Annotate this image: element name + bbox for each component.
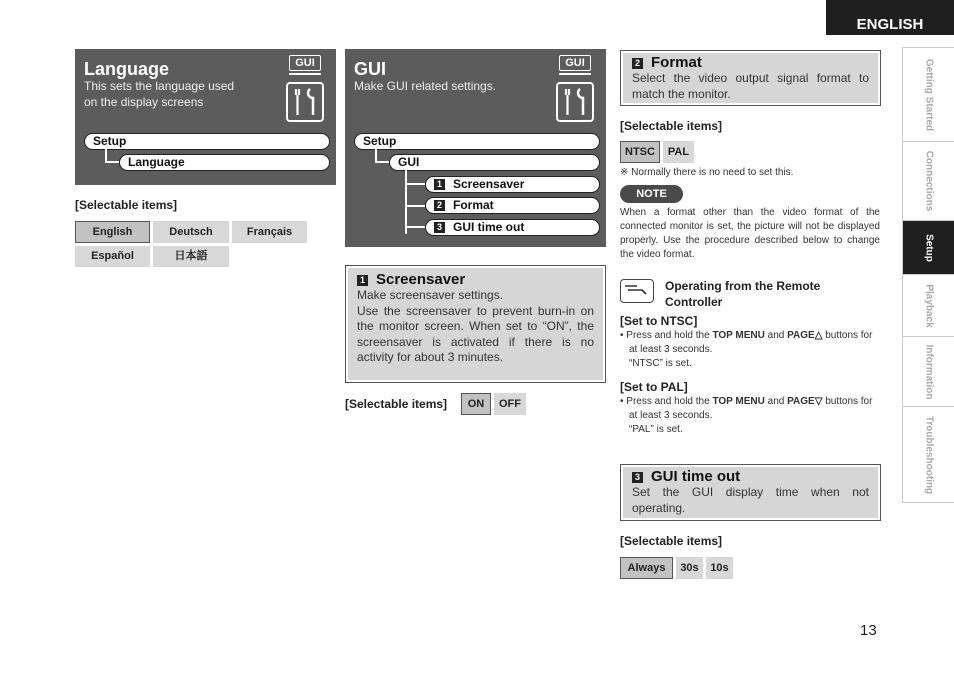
format-box [620, 50, 881, 106]
screensaver-line1: Make screensaver settings. [357, 288, 504, 302]
item-pal[interactable]: PAL [663, 141, 694, 163]
gui-timeout-items-heading: [Selectable items] [620, 534, 723, 548]
item-francais[interactable]: Français [232, 221, 307, 243]
tools-icon [286, 82, 324, 122]
language-panel [75, 49, 336, 185]
format-items-heading: [Selectable items] [620, 119, 723, 133]
remote-heading: Operating from the Remote Controller [665, 279, 821, 309]
format-body: Select the video output signal format to match the monitor. [632, 71, 869, 101]
screensaver-box [345, 265, 606, 383]
ntsc-line3: “NTSC” is set. [629, 358, 692, 369]
tree-line [405, 183, 425, 185]
item-espanol[interactable]: Español [75, 246, 150, 267]
format-title: 2 Format [632, 54, 869, 71]
menu-screensaver[interactable]: 1 Screensaver [425, 176, 600, 193]
sidebar-tab-setup[interactable]: Setup [902, 220, 954, 274]
sidebar-tab-connections[interactable]: Connections [902, 141, 954, 220]
item-30s[interactable]: 30s [676, 557, 703, 579]
tree-line [405, 170, 407, 234]
item-ntsc[interactable]: NTSC [620, 141, 660, 163]
item-english[interactable]: English [75, 221, 150, 243]
sidebar-tab-getting-started[interactable]: Getting Started [902, 47, 954, 141]
tree-line [105, 161, 119, 163]
menu-gui-time-out[interactable]: 3 GUI time out [425, 219, 600, 236]
tree-line [405, 205, 425, 207]
item-japanese[interactable]: 日本語 [153, 246, 229, 267]
menu-setup[interactable]: Setup [354, 133, 600, 150]
screensaver-body: Use the screensaver to prevent burn-in on the monitor screen. When set to “ON”, the screensaver is activated if there is no activity for about 3 minutes. [357, 303, 594, 364]
ntsc-heading: [Set to NTSC] [620, 314, 698, 328]
ntsc-line2: at least 3 seconds. [629, 344, 713, 355]
gui-panel [345, 49, 606, 247]
sidebar-tab-playback[interactable]: Playback [902, 274, 954, 336]
language-tab: ENGLISH [826, 0, 954, 35]
screensaver-items-heading: [Selectable items] [345, 397, 448, 411]
pal-step: • Press and hold the TOP MENU and PAGE▽ buttons for [620, 396, 873, 407]
gui-desc: Make GUI related settings. [354, 79, 497, 93]
gui-badge: GUI [289, 55, 321, 71]
pal-line3: “PAL” is set. [629, 424, 683, 435]
menu-format[interactable]: 2 Format [425, 197, 600, 214]
item-deutsch[interactable]: Deutsch [153, 221, 229, 243]
item-off[interactable]: OFF [494, 393, 526, 415]
gui-badge: GUI [559, 55, 591, 71]
menu-gui[interactable]: GUI [389, 154, 600, 171]
pal-line2: at least 3 seconds. [629, 410, 713, 421]
menu-setup[interactable]: Setup [84, 133, 330, 150]
note-badge: NOTE [620, 185, 683, 203]
item-10s[interactable]: 10s [706, 557, 733, 579]
pal-heading: [Set to PAL] [620, 380, 688, 394]
menu-language[interactable]: Language [119, 154, 330, 171]
format-footnote: ※ Normally there is no need to set this. [620, 167, 794, 178]
page-number: 13 [860, 622, 877, 639]
remote-icon [620, 279, 654, 303]
tree-line [375, 161, 389, 163]
gui-timeout-body: Set the GUI display time when not operating. [632, 485, 869, 515]
item-always[interactable]: Always [620, 557, 673, 579]
ntsc-step: • Press and hold the TOP MENU and PAGE△ buttons for [620, 330, 873, 341]
tree-line [405, 226, 425, 228]
language-desc: This sets the language used on the display screens [84, 79, 235, 109]
sidebar-tab-information[interactable]: Information [902, 336, 954, 406]
tools-icon [556, 82, 594, 122]
language-items-heading: [Selectable items] [75, 198, 178, 212]
gui-timeout-title: 3 GUI time out [632, 468, 869, 485]
note-text: When a format other than the video format of the connected monitor is set, the picture will not be displayed properly. Use the procedure described below to change the video format. [620, 207, 880, 260]
sidebar-tab-troubleshooting[interactable]: Troubleshooting [902, 406, 954, 503]
language-title: Language [84, 59, 170, 79]
item-on[interactable]: ON [461, 393, 491, 415]
gui-timeout-box [620, 464, 881, 521]
screensaver-title: 1 Screensaver [357, 271, 594, 288]
gui-title: GUI [354, 59, 387, 79]
